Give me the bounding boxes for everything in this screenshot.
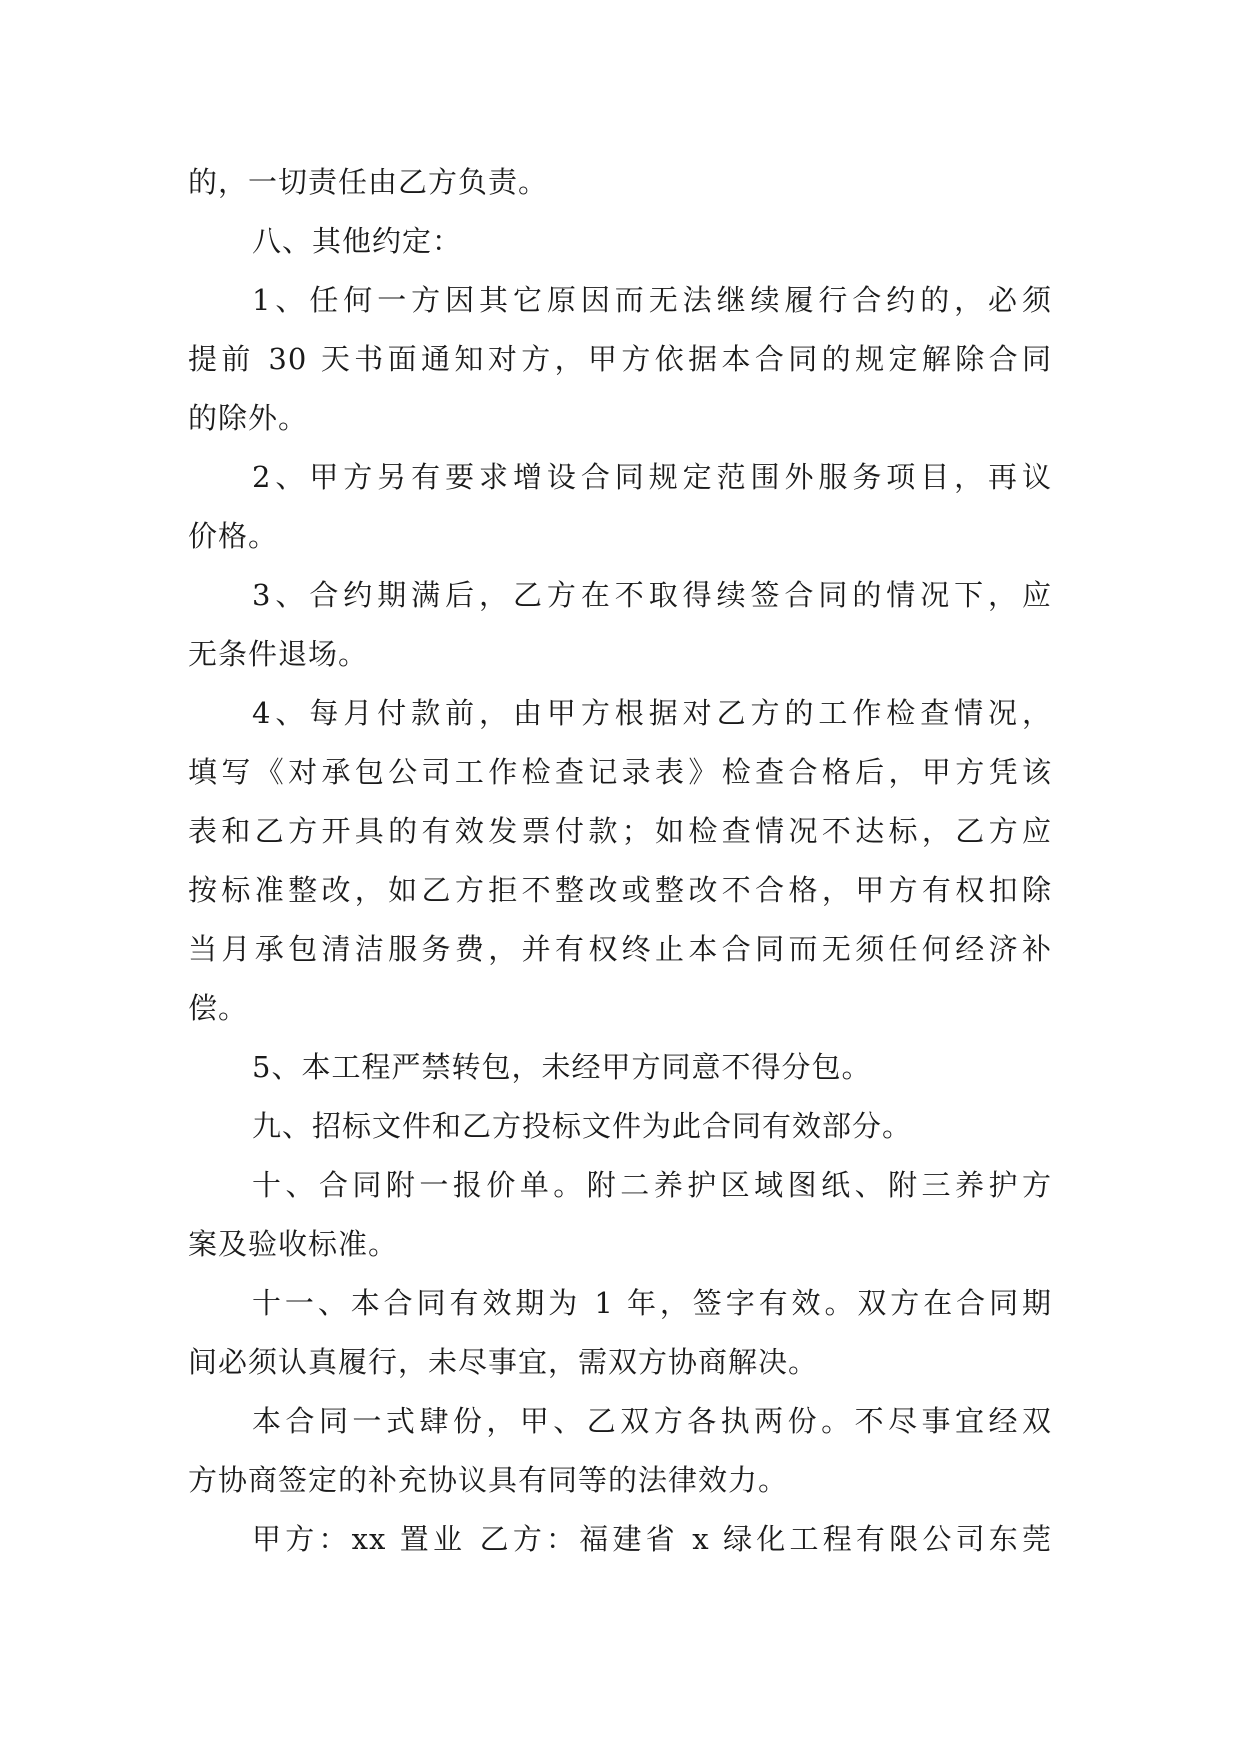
text-line: 4、每月付款前，由甲方根据对乙方的工作检查情况，	[252, 696, 1052, 730]
text-line: 3、合约期满后，乙方在不取得续签合同的情况下，应	[252, 578, 1052, 612]
text-line: 十一、本合同有效期为 1 年，签字有效。双方在合同期	[252, 1286, 1052, 1320]
text-line: 偿。	[188, 991, 249, 1025]
text-line: 按标准整改，如乙方拒不整改或整改不合格，甲方有权扣除	[188, 873, 1052, 907]
text-line: 九、招标文件和乙方投标文件为此合同有效部分。	[252, 1109, 913, 1143]
text-line: 价格。	[188, 519, 279, 553]
text-line: 间必须认真履行，未尽事宜，需双方协商解决。	[188, 1345, 819, 1379]
text-line: 无条件退场。	[188, 637, 369, 671]
text-line: 5、本工程严禁转包，未经甲方同意不得分包。	[252, 1050, 872, 1084]
text-line: 1、任何一方因其它原因而无法继续履行合约的，必须	[252, 283, 1052, 317]
text-line: 提前 30 天书面通知对方，甲方依据本合同的规定解除合同	[188, 342, 1052, 376]
text-line: 方协商签定的补充协议具有同等的法律效力。	[188, 1463, 789, 1497]
text-line: 八、其他约定：	[252, 224, 463, 258]
text-line: 案及验收标准。	[188, 1227, 399, 1261]
document-body	[188, 153, 1052, 1569]
text-line: 的除外。	[188, 401, 309, 435]
text-line: 表和乙方开具的有效发票付款；如检查情况不达标，乙方应	[188, 814, 1052, 848]
text-line: 本合同一式肆份，甲、乙双方各执两份。不尽事宜经双	[252, 1404, 1052, 1438]
text-line: 的，一切责任由乙方负责。	[188, 165, 549, 199]
text-line: 2、甲方另有要求增设合同规定范围外服务项目，再议	[252, 460, 1052, 494]
text-line: 填写《对承包公司工作检查记录表》检查合格后，甲方凭该	[188, 755, 1052, 789]
text-line: 当月承包清洁服务费，并有权终止本合同而无须任何经济补	[188, 932, 1052, 966]
text-line: 十、合同附一报价单。附二养护区域图纸、附三养护方	[252, 1168, 1052, 1202]
text-line: 甲方：xx 置业 乙方：福建省 x 绿化工程有限公司东莞	[252, 1522, 1052, 1556]
